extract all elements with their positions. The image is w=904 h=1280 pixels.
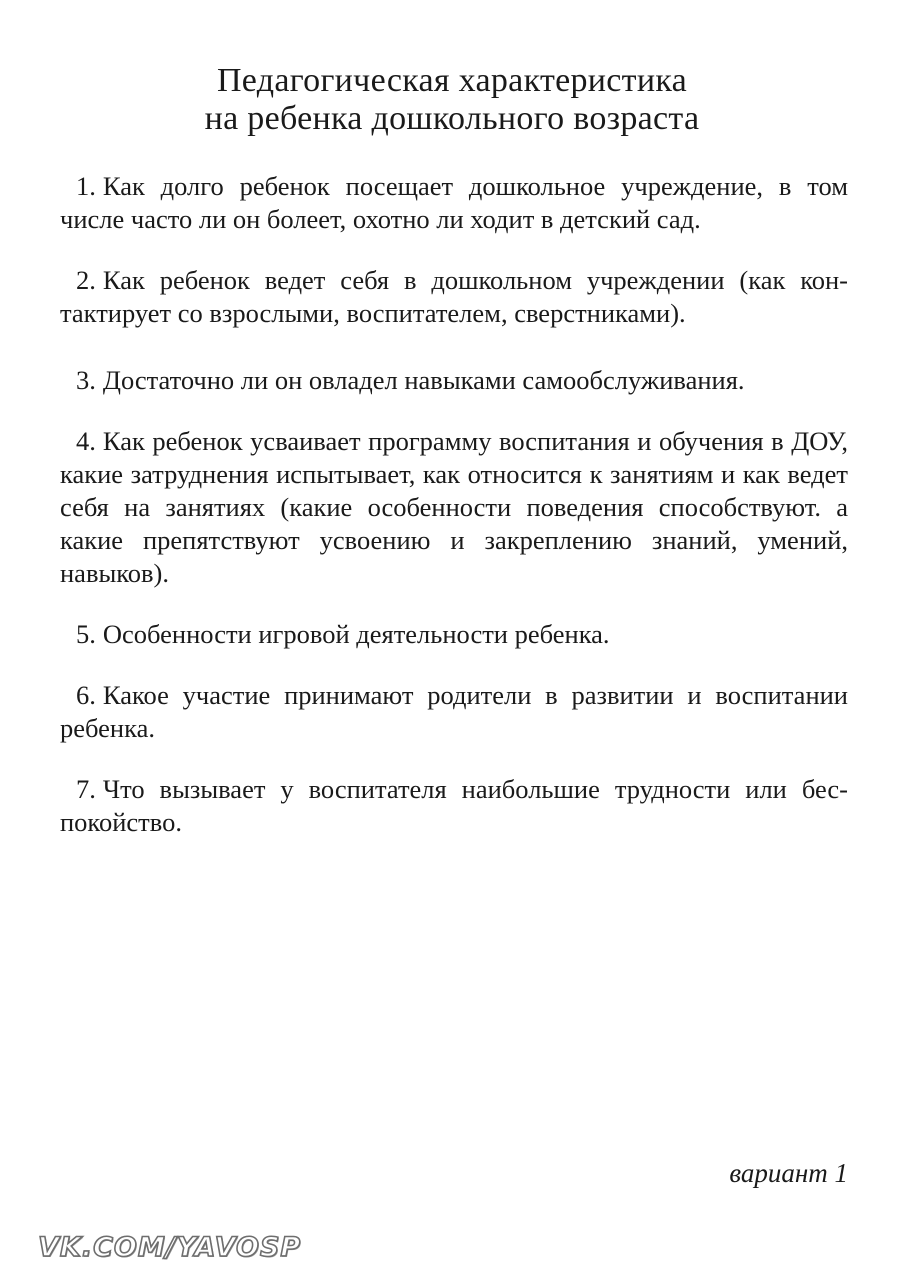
question-text: Какое участие принимают родители в развитии и воспитании ребенка. xyxy=(60,680,848,743)
question-item xyxy=(60,264,848,330)
title-line-2: на ребенка дошкольного возраста xyxy=(204,100,700,137)
variant-label: вариант 1 xyxy=(729,1158,848,1188)
question-text: Достаточно ли он овладел навыками самообслуживания. xyxy=(102,365,745,395)
question-number: 5. xyxy=(76,619,96,649)
question-item xyxy=(60,364,848,397)
question-item xyxy=(60,618,848,651)
question-number: 1. xyxy=(76,171,96,201)
question-text: Как ребенок усваивает программу воспитания и обучения в ДОУ, какие затруднения испытывает, как относится к занятиям и как ведет себя на занятиях (какие особенности поведения способствуют. а какие препятствуют усвоению и закреплению знаний, умений, навыков). xyxy=(60,426,848,588)
question-text: Как ребенок ведет себя в дошкольном учреждении (как контактирует со взрослыми, воспитателем, сверстниками). xyxy=(60,265,848,328)
question-item xyxy=(60,773,848,839)
question-item xyxy=(60,679,848,745)
question-text: Как долго ребенок посещает дошкольное учреждение, в том числе часто ли он болеет, охотно ли ходит в детский сад. xyxy=(60,171,848,234)
title-line-1: Педагогическая характеристика xyxy=(216,62,688,99)
question-text: Что вызывает у воспитателя наибольшие трудности или беспокойство. xyxy=(60,774,848,837)
question-text: Особенности игровой деятельности ребенка. xyxy=(102,619,610,649)
question-list xyxy=(60,170,848,867)
question-number: 2. xyxy=(76,265,96,295)
question-number: 3. xyxy=(76,365,96,395)
document-title xyxy=(0,62,904,138)
question-number: 6. xyxy=(76,680,96,710)
question-item xyxy=(60,425,848,590)
question-number: 7. xyxy=(76,774,96,804)
watermark-text: VK.COM/YAVOSP xyxy=(38,1232,302,1263)
question-number: 4. xyxy=(76,426,96,456)
question-item xyxy=(60,170,848,236)
